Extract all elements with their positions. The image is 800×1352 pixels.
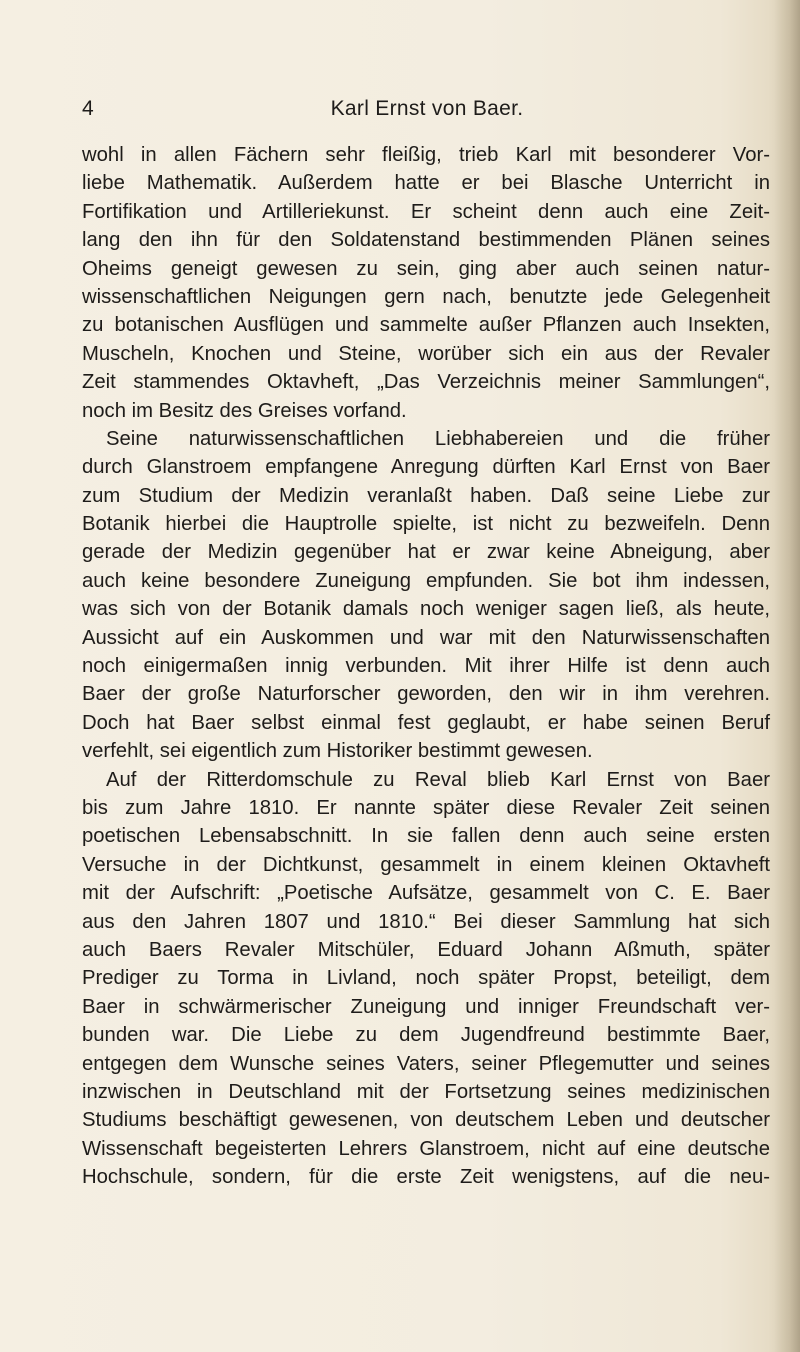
text-line: poetischen Lebensabschnitt. In sie fallen denn auch seine ersten — [82, 825, 770, 848]
text-line: Botanik hierbei die Hauptrolle spielte, ist nicht zu bezweifeln. Denn — [82, 513, 770, 536]
paragraph — [82, 141, 770, 425]
text-line: wissenschaftlichen Neigungen gern nach, benutzte jede Gelegenheit — [82, 285, 770, 308]
text-line: auch keine besondere Zuneigung empfunden. Sie bot ihm indessen, — [82, 569, 770, 592]
text-line: Studiums beschäftigt gewesenen, von deutschem Leben und deutscher — [82, 1109, 770, 1132]
text-line: inzwischen in Deutschland mit der Fortsetzung seines medizinischen — [82, 1080, 770, 1103]
text-line: zum Studium der Medizin veranlaßt haben. Daß seine Liebe zur — [82, 484, 770, 507]
text-line: Zeit stammendes Oktavheft, „Das Verzeichnis meiner Sammlungen“, — [82, 371, 770, 394]
text-line: Muscheln, Knochen und Steine, worüber sich ein aus der Revaler — [82, 342, 770, 365]
text-line: auch Baers Revaler Mitschüler, Eduard Johann Aßmuth, später — [82, 938, 770, 961]
text-line: Prediger zu Torma in Livland, noch später Propst, beteiligt, dem — [82, 967, 770, 990]
text-line: Oheims geneigt gewesen zu sein, ging aber auch seinen natur- — [82, 257, 770, 280]
text-line: Aussicht auf ein Auskommen und war mit den Naturwissenschaften — [82, 626, 770, 649]
text-line: Baer in schwärmerischer Zuneigung und inniger Freundschaft ver- — [82, 995, 770, 1018]
text-line: Fortifikation und Artilleriekunst. Er scheint denn auch eine Zeit- — [82, 200, 770, 223]
text-line: Versuche in der Dichtkunst, gesammelt in einem kleinen Oktavheft — [82, 853, 770, 876]
text-line: lang den ihn für den Soldatenstand bestimmenden Plänen seines — [82, 229, 770, 252]
running-head: Karl Ernst von Baer. — [330, 97, 524, 120]
text-line: liebe Mathematik. Außerdem hatte er bei Blasche Unterricht in — [82, 172, 770, 195]
text-line: durch Glanstroem empfangene Anregung dürften Karl Ernst von Baer — [82, 456, 770, 479]
body-text — [82, 141, 770, 1191]
text-line: Wissenschaft begeisterten Lehrers Glanstroem, nicht auf eine deutsche — [82, 1137, 770, 1160]
text-line: Baer der große Naturforscher geworden, den wir in ihm verehren. — [82, 683, 770, 706]
text-line: gerade der Medizin gegenüber hat er zwar keine Abneigung, aber — [82, 541, 770, 564]
paragraph — [82, 425, 770, 766]
text-line: mit der Aufschrift: „Poetische Aufsätze, gesammelt von C. E. Baer — [82, 882, 770, 905]
text-line: noch einigermaßen innig verbunden. Mit ihrer Hilfe ist denn auch — [82, 655, 770, 678]
text-line: wohl in allen Fächern sehr fleißig, trieb Karl mit besonderer Vor- — [82, 144, 770, 166]
text-line: Doch hat Baer selbst einmal fest geglaubt, er habe seinen Beruf — [82, 711, 770, 734]
text-line: noch im Besitz des Greises vorfand. — [82, 399, 407, 422]
page-number: 4 — [82, 97, 95, 120]
text-line: verfehlt, sei eigentlich zum Historiker bestimmt gewesen. — [82, 740, 593, 763]
page-header — [82, 97, 772, 127]
text-line: was sich von der Botanik damals noch weniger sagen ließ, als heute, — [82, 598, 770, 621]
text-line: Hochschule, sondern, für die erste Zeit wenigstens, auf die neu- — [82, 1166, 770, 1189]
text-line: Auf der Ritterdomschule zu Reval blieb Karl Ernst von Baer — [106, 768, 770, 791]
page-edge-shadow — [774, 0, 800, 1352]
text-line: entgegen dem Wunsche seines Vaters, seiner Pflegemutter und seines — [82, 1052, 770, 1075]
text-line: bunden war. Die Liebe zu dem Jugendfreund bestimmte Baer, — [82, 1024, 770, 1047]
text-line: bis zum Jahre 1810. Er nannte später diese Revaler Zeit seinen — [82, 796, 770, 819]
text-line: zu botanischen Ausflügen und sammelte außer Pflanzen auch Insekten, — [82, 314, 770, 337]
paragraph — [82, 766, 770, 1192]
text-line: aus den Jahren 1807 und 1810.“ Bei dieser Sammlung hat sich — [82, 910, 770, 933]
text-line: Seine naturwissenschaftlichen Liebhabereien und die früher — [106, 427, 770, 450]
